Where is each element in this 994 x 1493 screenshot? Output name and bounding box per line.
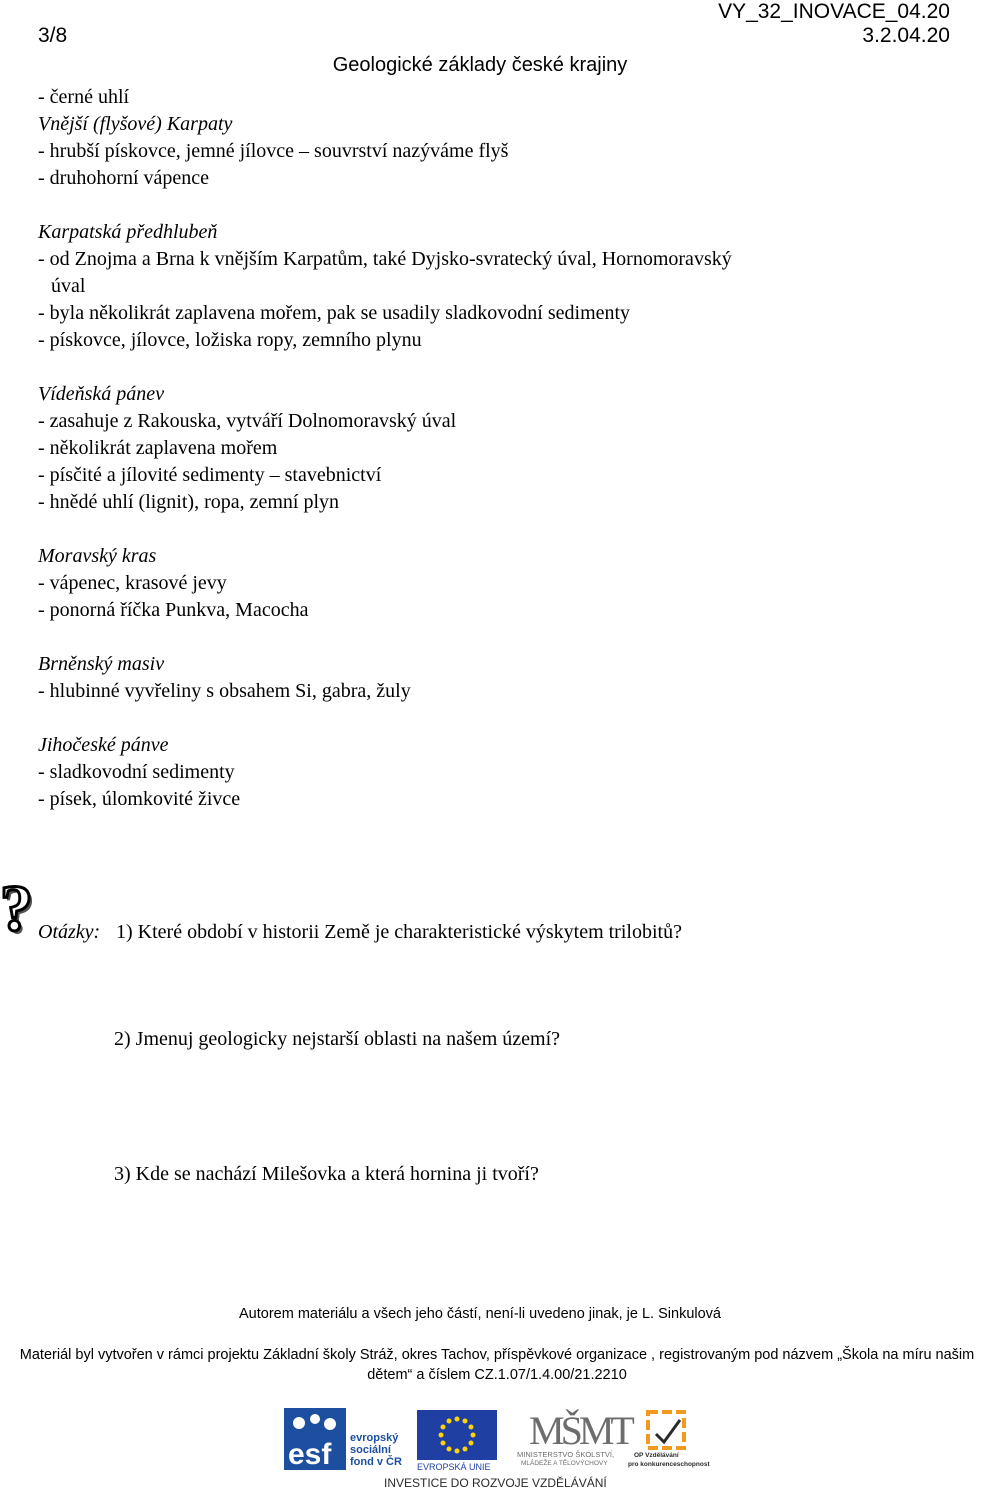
bullet-line: - několikrát zaplavena mořem (38, 437, 278, 459)
bullet-line: - písčité a jílovité sedimenty – stavebnictví (38, 464, 382, 486)
svg-text:MŠMT: MŠMT (529, 1408, 631, 1453)
bullet-line: - černé uhlí (38, 86, 130, 108)
section-heading: Vnější (flyšové) Karpaty (38, 113, 233, 135)
msmt-logo (517, 1406, 631, 1472)
footer-author: Autorem materiálu a všech jeho částí, není-li uvedeno jinak, je L. Sinkulová (239, 1306, 721, 1322)
svg-text:esf: esf (288, 1438, 332, 1471)
section-heading: Brněnský masiv (38, 653, 165, 675)
logos-tagline: INVESTICE DO ROZVOJE VZDĚLÁVÁNÍ (384, 1476, 607, 1490)
esf-text: sociální (350, 1444, 391, 1456)
bullet-line: - ponorná říčka Punkva, Macocha (38, 599, 309, 621)
bullet-line: - hlubinné vyvřeliny s obsahem Si, gabra, žuly (38, 680, 411, 702)
bullet-line: - vápenec, krasové jevy (38, 572, 227, 594)
esf-text: fond v ČR (350, 1456, 402, 1468)
section-heading: Moravský kras (38, 545, 157, 567)
op-text: pro konkurenceschopnost (628, 1461, 710, 1468)
section-heading: Karpatská předhlubeň (38, 221, 218, 243)
op-logo (628, 1408, 720, 1472)
section-heading: Vídeňská pánev (38, 383, 165, 405)
msmt-text: MINISTERSTVO ŠKOLSTVÍ, (517, 1450, 615, 1459)
op-text: OP Vzdělávání (634, 1452, 679, 1459)
question-item: 2) Jmenuj geologicky nejstarší oblasti na našem území? (114, 1028, 560, 1050)
bullet-line: - zasahuje z Rakouska, vytváří Dolnomoravský úval (38, 410, 457, 432)
bullet-line: - hnědé uhlí (lignit), ropa, zemní plyn (38, 491, 340, 513)
bullet-line: - písek, úlomkovité živce (38, 788, 241, 810)
bullet-line: - sladkovodní sedimenty (38, 761, 235, 783)
page-number: 3/8 (38, 24, 68, 47)
question-mark-icon: ? (0, 872, 33, 945)
bullet-line: - pískovce, jílovce, ložiska ropy, zemního plynu (38, 329, 422, 351)
sponsor-logos (282, 1406, 722, 1490)
bullet-line: - hrubší pískovce, jemné jílovce – souvrství nazýváme flyš (38, 140, 509, 162)
document-title: Geologické základy české krajiny (332, 54, 628, 76)
document-subcode: 3.2.04.20 (862, 24, 950, 47)
question-item: 3) Kde se nachází Milešovka a která hornina ji tvoří? (114, 1163, 539, 1185)
question-item: 1) Které období v historii Země je charakteristické výskytem trilobitů? (116, 921, 682, 943)
esf-text: evropský (350, 1432, 399, 1444)
section-heading: Jihočeské pánve (38, 734, 169, 756)
esf-logo (284, 1408, 412, 1470)
document-code: VY_32_INOVACE_04.20 (718, 0, 950, 23)
bullet-line: - byla několikrát zaplavena mořem, pak se usadily sladkovodní sedimenty (38, 302, 631, 324)
bullet-line: - druhohorní vápence (38, 167, 210, 189)
bullet-line-continuation: úval (51, 275, 86, 297)
bullet-line: - od Znojma a Brna k vnějším Karpatům, také Dyjsko-svratecký úval, Hornomoravský (38, 248, 732, 270)
msmt-text: MLÁDEŽE A TĚLOVÝCHOVY (521, 1460, 608, 1467)
questions-label: Otázky: (38, 921, 101, 943)
eu-text: EVROPSKÁ UNIE (417, 1462, 491, 1472)
eu-flag-logo (417, 1410, 497, 1472)
footer-project: Materiál byl vytvořen v rámci projektu Základní školy Stráž, okres Tachov, příspěvkové organizace , registrovaným pod názvem „Škola na míru našim dětem“ a číslem CZ.1.07/1.4.00/21.2210 (19, 1347, 975, 1383)
